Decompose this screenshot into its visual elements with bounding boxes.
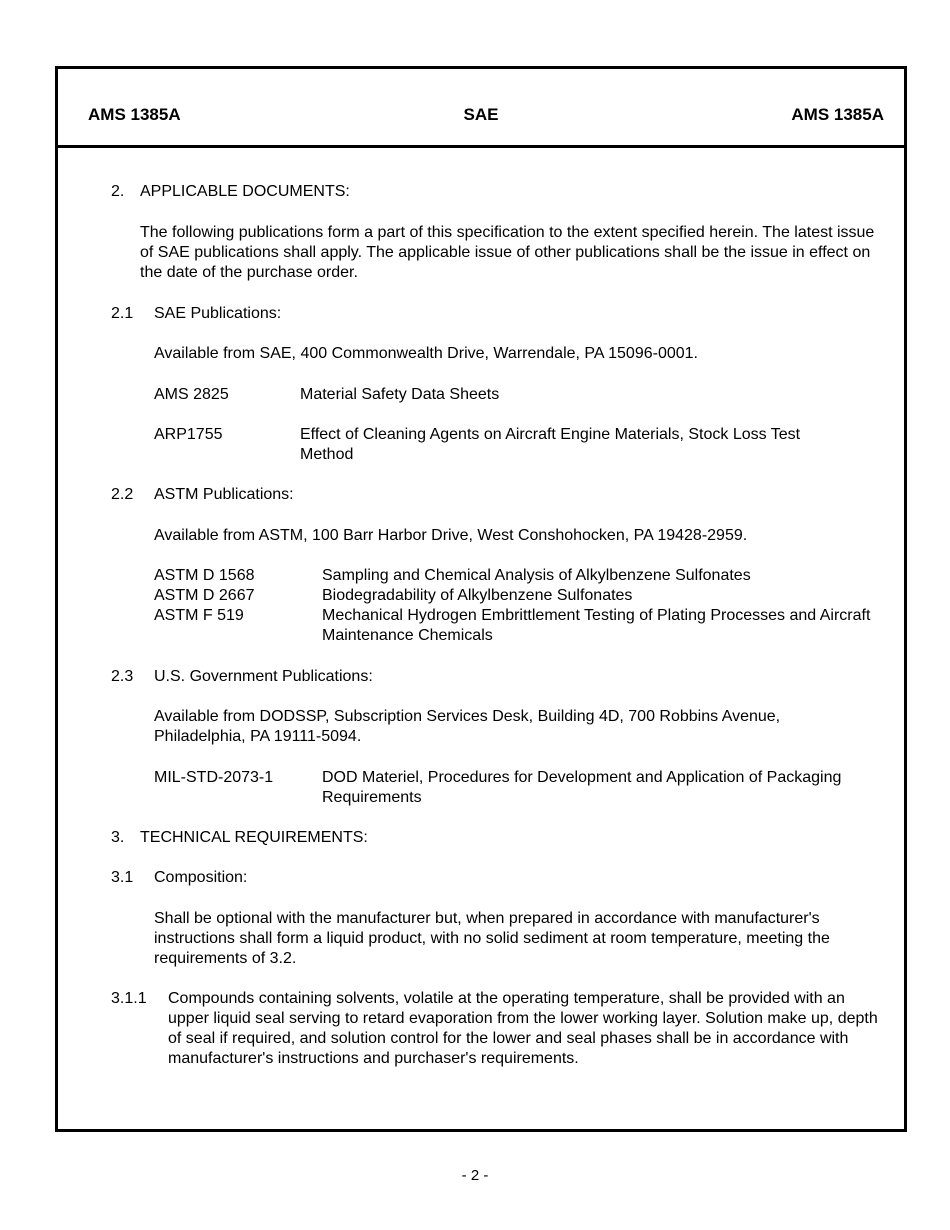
section-2-3-number: 2.3 (111, 668, 134, 685)
section-3-title: TECHNICAL REQUIREMENTS: (140, 829, 368, 846)
section-2-body: The following publications form a part of this specification to the extent specified herein. The latest issue of SAE publications shall apply. The applicable issue of other publications shall be the issue in effect on the date of the purchase order. (140, 224, 875, 281)
reference-title: Mechanical Hydrogen Embrittlement Testing of Plating Processes and Aircraft Maintenance Chemicals (322, 607, 871, 644)
section-2-1-number: 2.1 (111, 305, 134, 322)
section-3-1-1-number: 3.1.1 (111, 990, 147, 1007)
section-3-number: 3. (111, 829, 125, 846)
section-2-title: APPLICABLE DOCUMENTS: (140, 183, 350, 200)
section-2-3-availability: Available from DODSSP, Subscription Services Desk, Building 4D, 700 Robbins Avenue, Philadelphia, PA 19111-5094. (154, 708, 781, 745)
reference-title: Sampling and Chemical Analysis of Alkylbenzene Sulfonates (322, 567, 751, 584)
section-3-1-title: Composition: (154, 869, 248, 886)
reference-title: DOD Materiel, Procedures for Development and Application of Packaging Requirements (322, 769, 842, 806)
header-org: SAE (463, 105, 499, 124)
section-2-number: 2. (111, 183, 125, 200)
section-2-1-title: SAE Publications: (154, 305, 282, 322)
reference-code: ASTM F 519 (154, 607, 244, 624)
reference-code: MIL-STD-2073-1 (154, 769, 274, 786)
section-2-2-availability: Available from ASTM, 100 Barr Harbor Drive, West Conshohocken, PA 19428-2959. (154, 527, 748, 544)
section-2-2-number: 2.2 (111, 486, 134, 503)
reference-code: ASTM D 1568 (154, 567, 255, 584)
header-doc-id-left: AMS 1385A (88, 105, 181, 124)
reference-code: AMS 2825 (154, 386, 229, 403)
page-header (58, 69, 904, 148)
section-3-1-body: Shall be optional with the manufacturer but, when prepared in accordance with manufacturer's instructions shall form a liquid product, with no solid sediment at room temperature, meeting the requirements of 3.2. (154, 910, 830, 967)
header-doc-id-right: AMS 1385A (791, 105, 884, 124)
reference-title: Biodegradability of Alkylbenzene Sulfonates (322, 587, 633, 604)
reference-title: Effect of Cleaning Agents on Aircraft Engine Materials, Stock Loss Test Method (300, 426, 801, 463)
page-number: - 2 - (461, 1167, 489, 1184)
section-2-1-availability: Available from SAE, 400 Commonwealth Drive, Warrendale, PA 15096-0001. (154, 345, 698, 362)
section-3-1-number: 3.1 (111, 869, 134, 886)
section-3-1-1-body: Compounds containing solvents, volatile at the operating temperature, shall be provided with an upper liquid seal serving to retard evaporation from the lower working layer. Solution make up, depth of seal if required, and solution control for the lower and seal phases shall be in accordance with manufacturer's instructions and purchaser's requirements. (168, 990, 878, 1067)
section-2-2-title: ASTM Publications: (154, 486, 294, 503)
reference-title: Material Safety Data Sheets (300, 386, 500, 403)
reference-code: ASTM D 2667 (154, 587, 255, 604)
section-2-3-title: U.S. Government Publications: (154, 668, 373, 685)
reference-code: ARP1755 (154, 426, 223, 443)
